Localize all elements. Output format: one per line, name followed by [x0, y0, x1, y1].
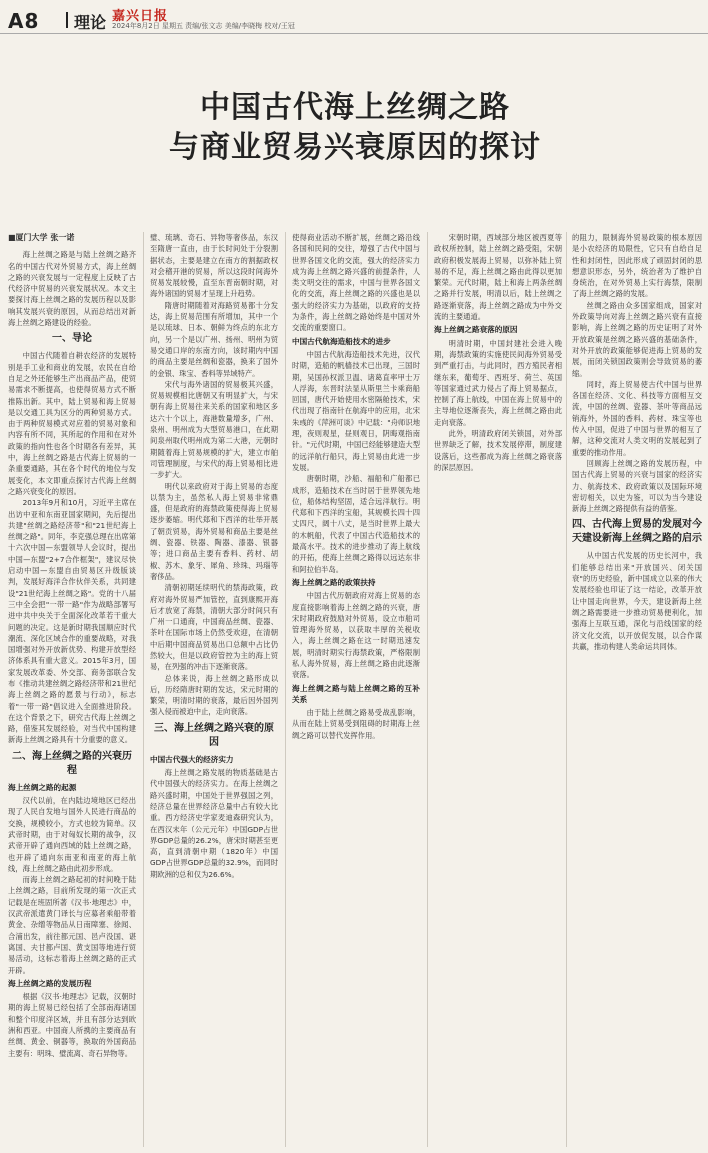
article-title	[60, 88, 650, 168]
issue-meta: 2024年8月2日 星期五 责编/张文志 美编/李晓梅 校对/王冠	[112, 22, 295, 30]
column-divider	[285, 232, 286, 1147]
paragraph: 使得商业活动不断扩展，丝绸之路沿线各国和民间的交往，增强了古代中国与世界各国文化的交流，强大的经济实力成为海上丝绸之路兴盛的前提条件，人类文明交往的需求，中国与世界各国文化的交流，海上丝绸之路的兴盛也是以强大的经济实力为基础，以政府的支持为条件，海上丝绸之路始终是中国对外交流的重要窗口。	[292, 233, 420, 333]
paragraph: 根据《汉书·地理志》记载，汉朝时期的海上贸易已经包括了全部南海诸国和整个印度洋区域，并且有部分达到欧洲和西亚。中国商人所携的主要商品有丝绸、黄金、铜器等，换取的外国商品主要有：明珠、璧流离、奇石异物等。	[8, 992, 136, 1058]
paragraph: 宋代与海外诸国的贸易极其兴盛，贸易规模相比唐朝又有明显扩大，与宋朝有海上贸易往来关系的国家和地区多达六十个以上，海港数量增多，广州、泉州、明州成为大型贸易港口，在此期间泉州取代明州成为第二大港，元朝时期随着海上贸易规模的扩大，建立市舶司管理制度，与宋代的海上贸易相比进一步扩大。	[150, 379, 278, 480]
article-column-1	[8, 232, 136, 1147]
paragraph: 清朝初期延续明代的禁海政策，政府对海外贸易严加管控，直到康熙开海后才放宽了海禁，清朝大部分时间只有广州一口通商，中国商品丝绸、瓷器、茶叶在国际市场上仍然受欢迎，在清朝中后期中国商品贸易出口总额中占比仍然较大，但是以政府管控为主的海上贸易，在列强的冲击下逐渐衰落。	[150, 583, 278, 672]
paragraph: 同时，海上贸易使古代中国与世界各国在经济、文化、科技等方面相互交流，中国的丝绸、瓷器、茶叶等商品远销海外，外国的香料、药材、珠宝等也传入中国，促进了中国与世界的相互了解，这种交流对人类文明的发展起到了重要的推动作用。	[572, 379, 702, 457]
subheading: 海上丝绸之路的发展历程	[8, 978, 92, 988]
paragraph: 唐朝时期，沙船、福船和广船都已成形，造船技术在当时居于世界领先地位，船体结构坚固，适合远洋航行。明代郑和下西洋的宝船，其规模长四十四丈四尺，阔十八丈，是当时世界上最大的木帆船，代表了中国古代造船技术的最高水平。技术的进步推动了海上航线的开拓，使海上丝绸之路得以远达东非和阿拉伯半岛。	[292, 474, 420, 574]
section-heading: 二、海上丝绸之路的兴衰历程	[12, 750, 132, 776]
section-name: 理论	[74, 13, 107, 32]
subheading: 中国古代航海造船技术的进步	[292, 336, 391, 346]
byline: ■厦门大学 张一诺	[8, 233, 75, 242]
paragraph: 总体来说，海上丝绸之路形成以后，历经隋唐时期的发达，宋元时期的繁荣，明清时期的衰落，最后因外国列强入侵而被迫中止，走向衰落。	[150, 673, 278, 717]
abstract: 海上丝绸之路是与陆上丝绸之路齐名的中国古代对外贸易方式，海上丝绸之路的兴衰发展与一定程度上反映了古代经济中贸易的兴衰发展状况。本文主要探讨海上丝绸之路的发展历程以及影响其发展兴衰的原因，从而总结出对新海上丝绸之路建设的经验。	[8, 250, 136, 328]
paragraph: 回顾海上丝绸之路的发展历程，中国古代海上贸易的兴衰与国家的经济实力、航海技术、政府政策以及国际环境密切相关，以史为鉴，可以为当今建设新海上丝绸之路提供有益的借鉴。	[572, 458, 702, 514]
paragraph: 此外，明清政府闭关锁国，对外部世界缺乏了解，技术发展停滞，制度建设落后，这些都成为海上丝绸之路衰落的深层原因。	[434, 429, 562, 472]
title-line-2: 与商业贸易兴衰原因的探讨	[169, 130, 541, 165]
section-heading: 三、海上丝绸之路兴衰的原因	[154, 722, 274, 748]
paragraph: 丝绸之路由众多国家组成，国家对外政策导向对海上丝绸之路兴衰有直接影响，海上丝绸之路的历史证明了对外开放政策是丝绸之路兴盛的基础条件，对外开放的政策能够促进海上贸易的发展，而闭关锁国政策则会导致贸易的萎缩。	[572, 300, 702, 378]
subheading: 海上丝绸之路与陆上丝绸之路的互补关系	[292, 683, 420, 704]
paragraph: 中国古代随着自耕农经济的发展特别是手工业和商业的发展，农民在自给自足之外还能够生产出商品产品，使贸易需求不断提高，也使得贸易方式不断推陈出新。其中，陆上贸易和海上贸易是以交通工具为区分的两种贸易方式。由于两种贸易模式对应着的贸易对象和内容有所不同，其所起的作用和在对外政策的指向性也各个时期各有差异，其中，海上丝绸之路是古代海上贸易的一条重要通路，其在各个时代的地位与发展变化，本文即重点探讨古代海上丝绸之路兴衰变化的原因。	[8, 351, 136, 496]
header-divider	[66, 12, 68, 28]
paragraph: 2013年9月和10月，习近平主席在出访中亚和东南亚国家期间，先后提出共建"丝绸之路经济带"和"21世纪海上丝绸之路"。同年，李克强总理在出席第十六次中国—东盟领导人会议时，提出中国—东盟"2+7合作框架"，建议尽快启动中国—东盟自由贸易区升级版谈判，发展好海洋合作伙伴关系，共同建设"21世纪海上丝绸之路"。党的十八届三中全会把"一带一路"作为战略部署写进中共中央关于全面深化改革若干重大问题的决定。这是新时期我国顺应时代潮流、深化区域合作的重要战略，对我国增强对外开放新优势、构建开放型经济体系具有重大意义。2015年3月，国家发展改革委、外交部、商务部联合发布《推动共建丝绸之路经济带和21世纪海上丝绸之路的愿景与行动》，标志着"一带一路"倡议进入全面推进阶段。在这个背景之下，研究古代海上丝绸之路，借鉴其发展经验，对当代中国构建新海上丝绸之路具有十分重要的意义。	[8, 498, 136, 745]
subheading: 中国古代强大的经济实力	[150, 754, 234, 764]
paragraph: 中国古代历朝政府对海上贸易的态度直接影响着海上丝绸之路的兴衰，唐宋时期政府鼓励对外贸易，设立市舶司管理海外贸易，以获取丰厚的关税收入，海上丝绸之路在这一时期迅速发展，明清时期实行海禁政策，严格限制私人海外贸易，海上丝绸之路由此逐渐衰落。	[292, 591, 420, 680]
paragraph: 由于陆上丝绸之路易受战乱影响，从而在陆上贸易受到阻碍的时期海上丝绸之路可以替代发挥作用。	[292, 708, 420, 740]
paragraph: 璧、琉璃、奇石、异物等奢侈品，东汉至隋唐一直由，由于长时间处于分裂割据状态，主要是建立在南方的割据政权对会稽开港的贸易，所以这段时间海外贸易发展较慢，直至东晋南朝时期，对海外诸国的贸易才呈现上升趋势。	[150, 233, 278, 299]
column-divider	[143, 232, 144, 1147]
column-divider	[566, 232, 567, 1147]
page-number: A8	[8, 9, 40, 33]
paragraph: 隋唐时期随着对海路贸易都十分发达，海上贸易范围有所增加，其中一个是以琉球、日本、朝鲜为终点的东北方向，另一个是以广州、扬州、明州为贸易交通口岸的东南方向，该时期内中国的商品主要是丝绸和瓷器，换来了国外的金银、珠宝、香料等异域特产。	[150, 300, 278, 378]
article-column-4	[434, 232, 562, 1147]
paragraph: 明清时期，中国封建社会进入晚期，海禁政策的实施使民间海外贸易受到严重打击，与此同时，西方殖民者相继东来，葡萄牙、西班牙、荷兰、英国等国家通过武力侵占了海上贸易据点，控制了海上航线，中国在海上贸易中的主导地位逐渐丧失，海上丝绸之路由此走向衰落。	[434, 338, 562, 427]
paragraph: 从中国古代发展的历史长河中，我们能够总结出来"开放国兴、闭关国衰"的历史经验，新中国成立以来的伟大发展经验也印证了这一结论，改革开放让中国走向世界，今天，建设新海上丝绸之路需要进一步推动贸易便利化，加强海上互联互通，深化与沿线国家的经济文化交流，以开放促发展，以合作谋共赢，推动构建人类命运共同体。	[572, 551, 702, 651]
newspaper-logo: 嘉兴日报	[112, 9, 169, 24]
paragraph: 明代以来政府对于海上贸易的态度以禁为主，虽然私人海上贸易非常鼎盛，但是政府的海禁政策使得海上贸易逐步萎缩。明代郑和下西洋的壮举开展了朝贡贸易，海外贸易和商品主要是丝绸、瓷器、铁器、陶器、漆器、银器等；进口商品主要有香料、药材、胡椒、苏木、象牙、犀角、珍珠、玛瑙等奢侈品。	[150, 481, 278, 581]
section-heading: 四、古代海上贸易的发展对今天建设新海上丝绸之路的启示	[572, 519, 702, 545]
paragraph: 海上丝绸之路发展的物质基础是古代中国强大的经济实力。在海上丝绸之路兴盛时期，中国处于世界强国之列，经济总量在世界经济总量中占有较大比重。西方经济史学家麦迪森研究认为，在西汉末年（公元元年）中国GDP占世界GDP总量的26.2%，唐宋时期甚至更高，直到清朝中期（1820年）中国GDP占世界GDP总量的32.9%，而同时期欧洲的总和仅为26.6%。	[150, 768, 278, 879]
article-column-5	[572, 232, 702, 1147]
subheading: 海上丝绸之路的起源	[8, 782, 77, 792]
paragraph: 宋朝时期，西域部分地区被西夏等政权所控制，陆上丝绸之路受阻，宋朝政府积极发展海上贸易，以弥补陆上贸易的不足，海上丝绸之路由此得以更加繁荣。元代时期，陆上和海上两条丝绸之路并行发展，明清以后，陆上丝绸之路逐渐衰落，海上丝绸之路成为中外交流的主要通道。	[434, 233, 562, 322]
subheading: 海上丝绸之路衰落的原因	[434, 325, 518, 335]
article-column-3	[292, 232, 420, 1147]
page-header	[0, 0, 708, 34]
paragraph: 的阻力，限制海外贸易政策的根本原因是小农经济的局限性，它只有自给自足性和封闭性，因此形成了顽固封闭的思想意识形态，另外，统治者为了维护自身统治，在对外贸易上实行海禁，限制了海上丝绸之路的发展。	[572, 233, 702, 299]
paragraph: 中国古代航海造船技术先进，汉代时期，造船的帆樯技术已出现，三国时期，吴国孙权派卫温、诸葛直率甲士万人浮海，东晋时法显从斯里兰卡乘商船回国，唐代开始使用水密隔舱技术，宋代出现了指南针在航海中的应用，北宋朱彧的《萍洲可谈》中记载："舟师识地理，夜则观星，昼则观日，阴晦观指南针。"元代时期，中国已经能够建造大型的远洋航行船只，海上贸易由此进一步发展。	[292, 349, 420, 472]
subheading: 海上丝绸之路的政策扶持	[292, 577, 376, 587]
title-line-1: 中国古代海上丝绸之路	[200, 90, 510, 125]
section-heading: 一、导论	[52, 333, 92, 345]
paragraph: 而海上丝绸之路起初的时间晚于陆上丝绸之路，目前所发现的第一次正式记载是在班固所著《汉书·地理志》中，汉武帝派遣黄门译长与应募者乘船带着黄金、杂缯等物品从日南障塞、徐闻、合浦出发，前往都元国、邑卢没国、谌离国、夫甘都卢国、黄支国等地进行贸易活动，这标志着海上丝绸之路的正式开辟。	[8, 875, 136, 975]
article-column-2	[150, 232, 278, 1147]
header-rule	[0, 33, 708, 34]
paragraph: 汉代以前，在内陆边境地区已经出现了人民自发地与国外人民进行商品的交换，规模较小，方式也较为简单。汉武帝时期，由于对匈奴长期的战争，汉武帝开辟了通向西域的陆上丝绸之路，也开辟了通向东南亚和南亚的海上航线，海上丝绸之路由此初步形成。	[8, 796, 136, 873]
column-divider	[427, 232, 428, 1147]
